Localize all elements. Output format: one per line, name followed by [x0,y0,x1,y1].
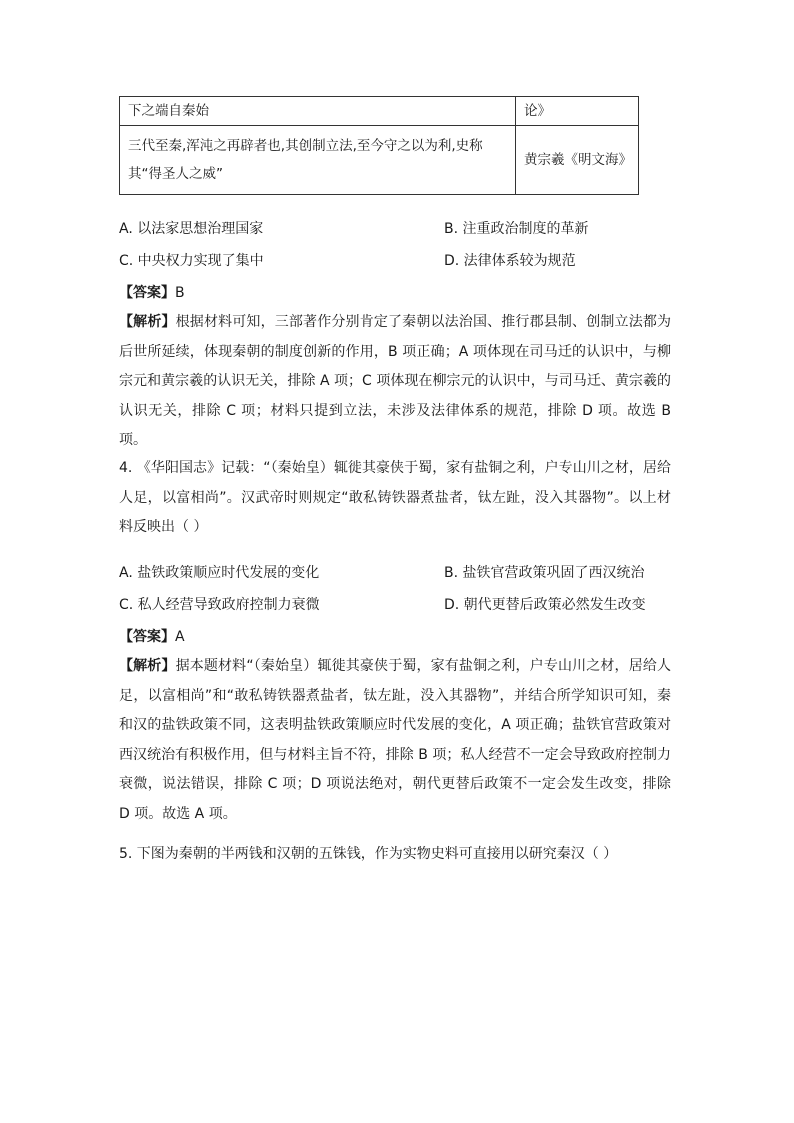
analysis-label: 【解析】 [119,658,176,674]
answer-label: 【答案】 [119,629,175,645]
q5-stem: 5. 下图为秦朝的半两钱和汉朝的五铢钱，作为实物史料可直接用以研究秦汉（ ） [119,846,618,862]
q4-option-c: C. 私人经营导致政府控制力衰微 [119,597,320,613]
table-cell-source: 黄宗羲《明文海》 [516,126,639,195]
table-cell-source: 论》 [516,97,639,126]
table-row [120,97,639,126]
table-row [120,126,639,195]
q3-option-d: D. 法律体系较为规范 [444,253,576,269]
q4-option-b: B. 盐铁官营政策巩固了西汉统治 [444,565,645,581]
q3-option-b: B. 注重政治制度的革新 [444,221,589,237]
q4-answer [119,626,185,646]
q4-option-d: D. 朝代更替后政策必然发生改变 [444,597,646,613]
table-cell-text: 下之端自秦始 [120,97,516,126]
answer-label: 【答案】 [119,285,175,301]
q3-option-c: C. 中央权力实现了集中 [119,253,264,269]
answer-value: A [175,629,185,645]
q3-answer [119,282,185,302]
analysis-label: 【解析】 [119,314,176,330]
source-table [119,96,639,195]
q4-option-a: A. 盐铁政策顺应时代发展的变化 [119,565,320,581]
q3-analysis [119,308,671,456]
answer-value: B [175,285,185,301]
table-cell-text: 三代至秦,浑沌之再辟者也,其创制立法,至今守之以为利,史称其“得圣人之威” [120,126,516,195]
q3-option-a: A. 以法家思想治理国家 [119,221,264,237]
analysis-text: 根据材料可知，三部著作分别肯定了秦朝以法治国、推行郡县制、创制立法都为后世所延续，体现秦朝的制度创新的作用，B 项正确；A 项体现在司马迁的认识中，与柳宗元和黄宗羲的认识无关，排除 A 项；C 项体现在柳宗元的认识中，与司马迁、黄宗羲的认识无关，排除 C 项；材料只提到立法，未涉及法律体系的规范，排除 D 项。故选 B 项。 [119,314,672,448]
q4-stem: 4. 《华阳国志》记载：“（秦始皇）辄徙其豪侠于蜀，家有盐铜之利，户专山川之材，居给人足，以富相尚”。汉武帝时则规定“敢私铸铁器煮盐者，钛左趾，没入其器物”。以上材料反映出（ ） [119,460,671,535]
analysis-text: 据本题材料“（秦始皇）辄徙其豪侠于蜀，家有盐铜之利，户专山川之材，居给人足，以富相尚”和“敢私铸铁器煮盐者，钛左趾，没入其器物”，并结合所学知识可知，秦和汉的盐铁政策不同，这表明盐铁政策顺应时代发展的变化，A 项正确；盐铁官营政策对西汉统治有积极作用，但与材料主旨不符，排除 B 项；私人经营不一定会导致政府控制力衰微，说法错误，排除 C 项；D 项说法绝对，朝代更替后政策不一定会发生改变，排除 D 项。故选 A 项。 [119,658,671,822]
q4-analysis [119,652,671,829]
